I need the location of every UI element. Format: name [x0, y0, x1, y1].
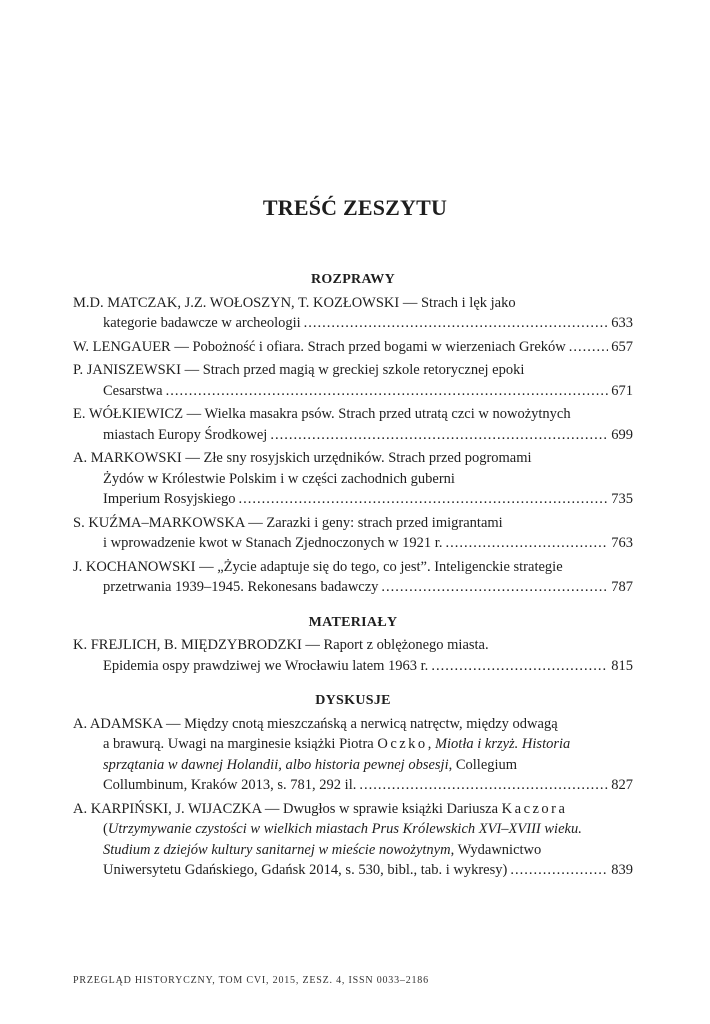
entry-text: i wprowadzenie kwot w Stanach Zjednoczonych w 1921 r.: [103, 535, 443, 551]
toc-entry: [73, 557, 633, 598]
entry-text: miastach Europy Środkowej: [103, 426, 268, 443]
page-number: 839: [611, 862, 633, 878]
dot-leader: [381, 577, 608, 598]
entry-text: a brawurą. Uwagi na marginesie książki Piotra: [103, 736, 378, 752]
dot-leader: [510, 860, 608, 881]
toc-list: [73, 270, 633, 884]
entry-text: Imperium Rosyjskiego: [103, 491, 236, 507]
toc-entry: [73, 635, 633, 676]
entry-text-line: [73, 734, 633, 755]
entry-text: A. ADAMSKA — Między cnotą mieszczańską a nerwicą natręctw, między odwagą: [73, 715, 558, 732]
toc-entry: [73, 404, 633, 445]
entry-text: A. MARKOWSKI — Złe sny rosyjskich urzędników. Strach przed pogromami: [73, 450, 532, 466]
page-number: 657: [611, 338, 633, 355]
book-title: Utrzymywanie czystości w wielkich miastach Prus Królewskich XVI–XVIII wieku.: [107, 821, 582, 837]
page-number: 827: [611, 777, 633, 793]
page-number: 671: [611, 382, 633, 399]
entry-text: ,: [427, 736, 435, 752]
page-number: 633: [611, 315, 633, 331]
dot-leader: [569, 337, 609, 358]
spaced-author: Kaczora: [501, 800, 568, 817]
entry-text: S. KUŹMA–MARKOWSKA — Zarazki i geny: strach przed imigrantami: [73, 514, 503, 531]
entry-text: (: [103, 821, 108, 837]
entry-text: E. WÓŁKIEWICZ — Wielka masakra psów. Strach przed utratą czci w nowożytnych: [73, 406, 571, 422]
dot-leader: [431, 656, 608, 677]
spaced-author: Oczko: [377, 736, 428, 752]
dot-leader: [270, 425, 608, 446]
toc-entry: [73, 293, 633, 334]
dot-leader: [239, 489, 609, 510]
entry-text: K. FREJLICH, B. MIĘDZYBRODZKI — Raport z oblężonego miasta.: [73, 637, 489, 653]
entry-text: A. KARPIŃSKI, J. WIJACZKA — Dwugłos w sprawie książki Dariusza: [73, 800, 502, 817]
entry-text: kategorie badawcze w archeologii: [103, 315, 301, 331]
toc-entry: [73, 799, 633, 881]
entry-text-line: [73, 840, 633, 861]
dot-leader: [445, 533, 608, 554]
dot-leader: [304, 313, 609, 334]
page-number: 763: [611, 535, 633, 551]
entry-text: M.D. MATCZAK, J.Z. WOŁOSZYN, T. KOZŁOWSKI — Strach i lęk jako: [73, 294, 516, 311]
entry-text: Uniwersytetu Gdańskiego, Gdańsk 2014, s. 530, bibl., tab. i wykresy): [103, 862, 508, 878]
page-number: 787: [611, 579, 633, 595]
page-title: TREŚĆ ZESZYTU: [262, 195, 448, 220]
entry-text: przetrwania 1939–1945. Rekonesans badawczy: [103, 579, 379, 595]
entry-text-line: [73, 755, 633, 776]
page-number: 699: [611, 426, 633, 443]
page-number: 815: [611, 657, 633, 674]
entry-text: Collumbinum, Kraków 2013, s. 781, 292 il.: [103, 777, 357, 793]
journal-footer: PRZEGLĄD HISTORYCZNY, TOM CVI, 2015, ZESZ. 4, ISSN 0033–2186: [73, 975, 429, 986]
entry-text-line: [73, 799, 633, 820]
entry-text: Żydów w Królestwie Polskim i w części zachodnich guberni: [103, 470, 455, 487]
toc-entry: [73, 714, 633, 796]
entry-text: P. JANISZEWSKI — Strach przed magią w greckiej szkole retorycznej epoki: [73, 362, 525, 378]
page-number: 735: [611, 491, 633, 507]
dot-leader: [166, 381, 609, 402]
entry-text: Epidemia ospy prawdziwej we Wrocławiu latem 1963 r.: [103, 657, 429, 674]
section-heading-materialy: MATERIAŁY: [308, 614, 398, 630]
dot-leader: [359, 775, 608, 796]
toc-entry: [73, 513, 633, 554]
entry-text: J. KOCHANOWSKI — „Życie adaptuje się do tego, co jest”. Inteligenckie strategie: [73, 558, 563, 575]
entry-text: Cesarstwa: [103, 382, 163, 399]
entry-text-line: [73, 819, 633, 840]
book-title: Miotła i krzyż. Historia: [434, 736, 571, 752]
section-heading-rozprawy: ROZPRAWY: [310, 272, 396, 287]
section-heading-dyskusje: DYSKUSJE: [315, 693, 391, 708]
toc-entry: [73, 448, 633, 510]
book-title: Studium z dziejów kultury sanitarnej w mieście nowożytnym: [103, 841, 451, 858]
entry-text: W. LENGAUER — Pobożność i ofiara. Strach przed bogami w wierzeniach Greków: [73, 338, 566, 355]
book-title: sprzątania w dawnej Holandii, albo historia pewnej obsesji: [103, 756, 449, 773]
toc-entry: [73, 337, 633, 358]
toc-entry: [73, 360, 633, 401]
entry-text: , Collegium: [448, 756, 518, 773]
entry-text: , Wydawnictwo: [450, 841, 542, 858]
